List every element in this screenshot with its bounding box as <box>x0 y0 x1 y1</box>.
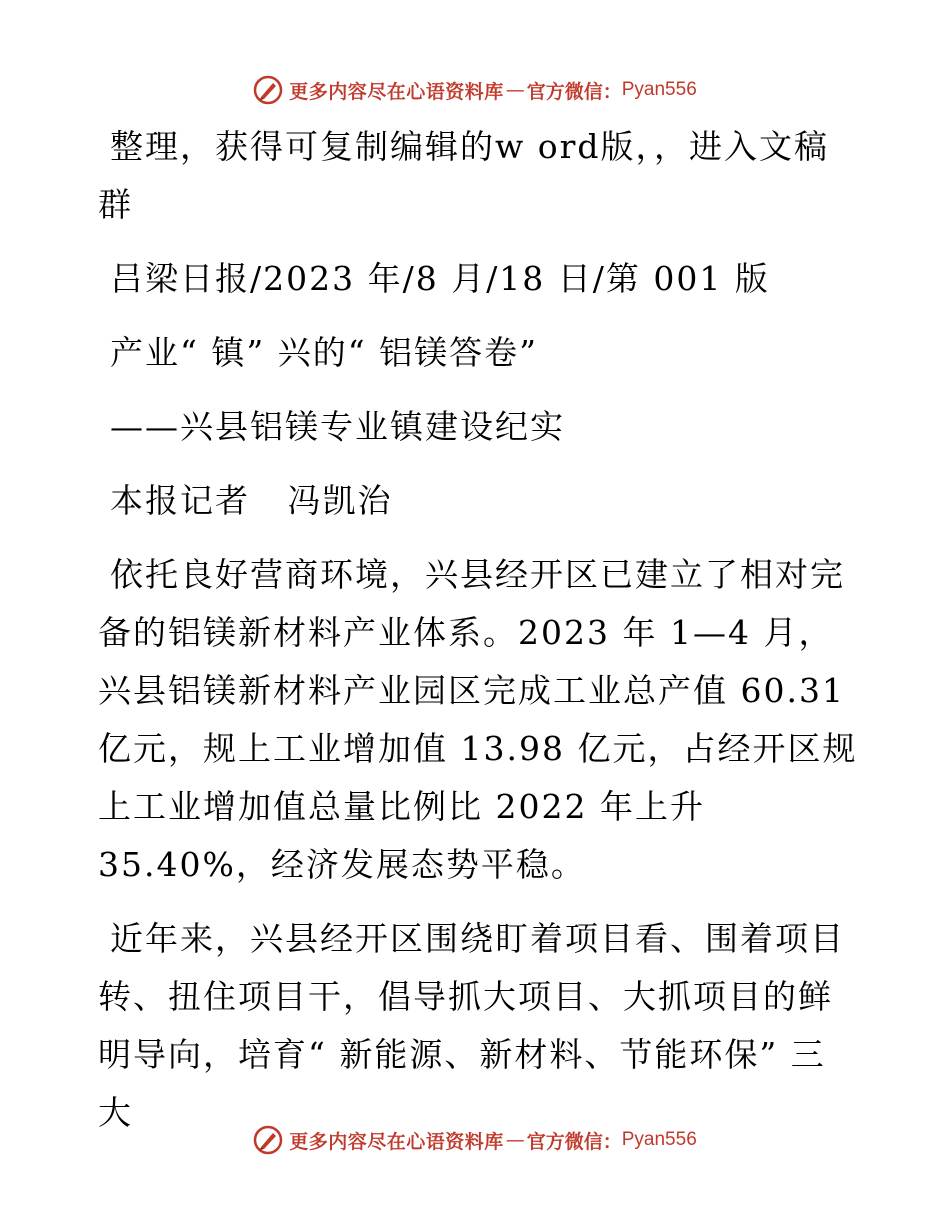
watermark-brand: 更多内容尽在心语资料库 <box>289 1130 504 1153</box>
document-body <box>98 118 858 1142</box>
watermark-separator: — <box>505 79 525 101</box>
headline: 产业“ 镇” 兴的“ 铝镁答卷” <box>110 333 538 372</box>
source-line: 吕梁日报/2023 年/8 月/18 日/第 001 版 <box>110 259 770 298</box>
intro-text: 整理，获得可复制编辑的w ord版，，进入文稿群 <box>98 127 830 224</box>
watermark-brand: 更多内容尽在心语资料库 <box>289 80 504 103</box>
body-paragraph-2: 近年来，兴县经开区围绕盯着项目看、围着项目转、扭住项目干，倡导抓大项目、大抓项目的鲜明导向，培育“ 新能源、新材料、节能环保” 三大 <box>98 919 845 1132</box>
watermark-separator: — <box>505 1129 525 1151</box>
byline: 本报记者 冯凯治 <box>110 481 393 520</box>
watermark-footer <box>0 1120 950 1160</box>
watermark-wechat-id: Pyan556 <box>621 1129 697 1150</box>
body-paragraph-1: 依托良好营商环境，兴县经开区已建立了相对完备的铝镁新材料产业体系。2023 年 1—4 月，兴县铝镁新材料产业园区完成工业总产值 60.31 亿元，规上工业增加值 13.98 亿元，占经开区规上工业增加值总量比例比 2022 年上升 35.40%，经济发展态势平稳。 <box>98 555 858 884</box>
subheadline: ——兴县铝镁专业镇建设纪实 <box>110 407 565 446</box>
watermark-official: 官方微信： <box>526 80 622 103</box>
watermark-header <box>0 70 950 110</box>
watermark-wechat-id: Pyan556 <box>621 79 697 100</box>
pen-logo-icon <box>253 1125 283 1155</box>
watermark-official: 官方微信： <box>526 1130 622 1153</box>
pen-logo-icon <box>253 75 283 105</box>
